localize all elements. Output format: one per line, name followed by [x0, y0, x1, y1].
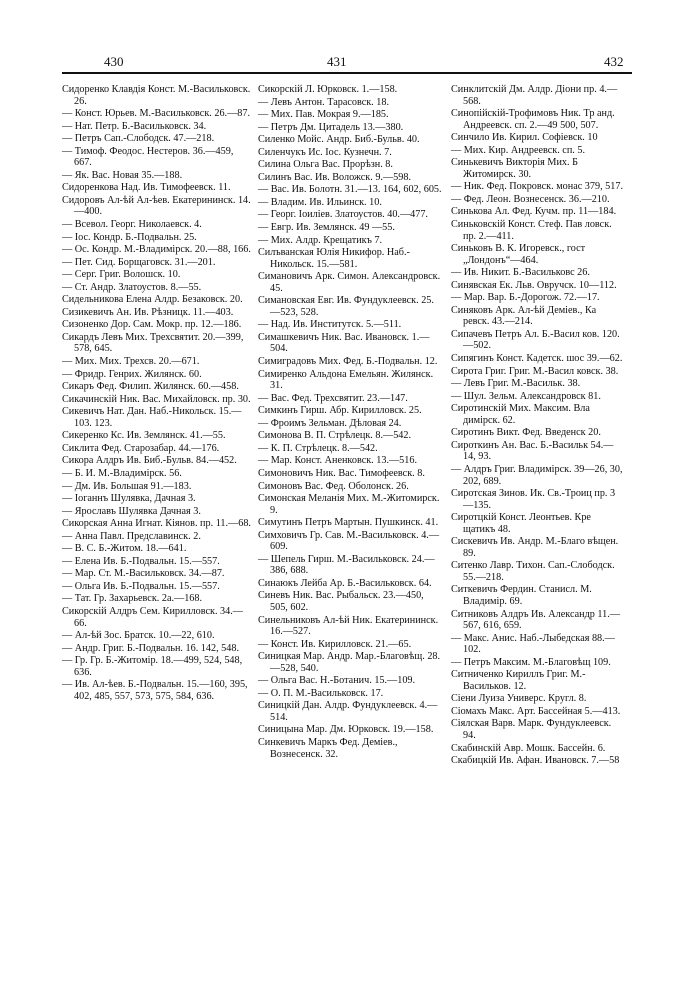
directory-entry: Синицкая Мар. Андр. Мар.-Благовѣщ. 28.—528, 540.: [258, 651, 441, 674]
directory-entry: Сизикевичъ Ан. Ив. Рѣзницк. 11.—403.: [62, 306, 234, 318]
directory-entry: — Вас. Ив. Болотн. 31.—13. 164, 602, 605.: [258, 184, 442, 196]
directory-entry: — Серг. Григ. Волошск. 10.: [62, 269, 181, 281]
directory-entry: — Іоганнъ Шулявка, Дачная 3.: [62, 493, 196, 505]
directory-entry: — Тимоф. Феодос. Нестеров. 36.—459, 667.: [62, 145, 234, 169]
directory-entry: Симонова В. П. Стрѣлецк. 8.—542.: [258, 430, 412, 442]
directory-entry: Синопійскій-Трофимовъ Ник. Тр анд. Андреевск. сп. 2.—49 500, 507.: [451, 108, 615, 131]
directory-entry: — Фед. Леон. Вознесенск. 36.—210.: [451, 193, 610, 205]
directory-entry: — Ник. Фед. Покровск. монас 379, 517.: [451, 181, 623, 193]
directory-entry: Синицкій Дан. Алдр. Фундуклеевск. 4.—514.: [258, 700, 438, 723]
directory-entry: Сиклита Фед. Старозабар. 44.—176.: [62, 442, 220, 454]
directory-column-1: [62, 84, 251, 703]
directory-entry: Сикорскій Алдръ Сем. Кирилловск. 34.—66.: [62, 605, 243, 629]
directory-entry: — Ив. Ал-ѣев. Б.-Подвальн. 15.—160, 395, 402, 485, 557, 573, 575, 584, 636.: [62, 679, 248, 702]
directory-entry: Сикачинскій Ник. Вас. Михайловск. пр. 30.: [62, 393, 251, 405]
directory-entry: Сирота Григ. Григ. М.-Васил ковск. 38.: [451, 365, 619, 377]
directory-entry: Симкинъ Гирш. Абр. Кирилловск. 25.: [258, 405, 422, 417]
directory-entry: Симонская Меланія Мих. М.-Житомирск. 9.: [258, 493, 440, 516]
directory-entry: Симховичъ Гр. Сав. М.-Васильковск. 4.—609.: [258, 529, 440, 553]
directory-column-3: [451, 84, 623, 768]
directory-entry: — Як. Вас. Новая 35.—188.: [62, 169, 183, 181]
directory-entry: Ситкевичъ Фердин. Станисл. М. Владимір. 69.: [451, 584, 592, 607]
directory-entry: — Мих. Мих. Трехсв. 20.—671.: [62, 356, 200, 368]
directory-entry: Силъванская Юлія Никифор. Наб.-Никольск. 15.—581.: [258, 247, 410, 270]
directory-entry: — Владим. Ив. Ильинск. 10.: [258, 196, 382, 208]
directory-entry: Сиротцкій Конст. Леонтьев. Кре щатикъ 48.: [451, 512, 591, 535]
directory-entry: Скабицкій Ив. Афан. Ивановск. 7.—58: [451, 755, 620, 767]
directory-entry: — Георг. Іоиліев. Златоустов. 40.—477.: [258, 209, 428, 221]
directory-entry: Сикорскій Л. Юрковск. 1.—158.: [258, 84, 398, 95]
directory-entry: — Шул. Зельм. Александровск 81.: [451, 390, 601, 402]
directory-entry: — Левъ Григ. М.-Васильк. 38.: [451, 378, 581, 390]
directory-entry: — Ст. Андр. Златоустов. 8.—55.: [62, 281, 202, 293]
directory-entry: Сиротинскій Мих. Максим. Вла димірск. 62.: [451, 403, 590, 426]
directory-entry: Силенчукъ Ис. Іос. Кузнечн. 7.: [258, 146, 392, 158]
directory-entry: — Левъ Антон. Тарасовск. 18.: [258, 96, 390, 108]
directory-entry: Силенко Мойс. Андр. Биб.-Бульв. 40.: [258, 134, 420, 146]
directory-entry: Синяковъ Арк. Ал-ѣй Деміев., Ка ревск. 43.—214.: [451, 304, 597, 328]
directory-entry: — Петръ Сап.-Слободск. 47.—218.: [62, 133, 215, 145]
directory-entry: — Ос. Кондр. М.-Владимірск. 20.—88, 166.: [62, 244, 251, 256]
directory-entry: Симоновъ Вас. Фед. Оболонск. 26.: [258, 480, 409, 492]
directory-entry: Сіени Луиза Универс. Кругл. 8.: [451, 693, 587, 705]
directory-entry: Синклитскій Дм. Алдр. Діони пр. 4.—568.: [451, 84, 618, 107]
directory-entry: — Всевол. Георг. Николаевск. 4.: [62, 219, 202, 231]
directory-entry: — Мих. Пав. Мокрая 9.—185.: [258, 109, 389, 121]
directory-entry: Симиградовъ Мих. Фед. Б.-Подвальн. 12.: [258, 356, 438, 368]
directory-entry: Сикардъ Левъ Мих. Трехсвятит. 20.—399, 578, 645.: [62, 331, 244, 355]
directory-entry: — Пет. Сид. Борщаговск. 31.—201.: [62, 256, 216, 268]
directory-entry: — Тат. Гр. Захарьевск. 2а.—168.: [62, 593, 203, 605]
directory-entry: Сидоренкова Над. Ив. Тимофеевск. 11.: [62, 182, 231, 194]
directory-entry: — Дм. Ив. Большая 91.—183.: [62, 480, 192, 492]
page-number-left: 430: [104, 54, 124, 69]
directory-entry: — Конст. Ив. Кирилловск. 21.—65.: [258, 638, 412, 650]
directory-entry: Сидоренко Клавдія Конст. М.-Васильковск. 26.: [62, 84, 251, 107]
directory-entry: — Мих. Алдр. Крещатикъ 7.: [258, 234, 383, 246]
directory-entry: — Ярославъ Шулявка Дачная 3.: [62, 505, 201, 517]
directory-entry: — Ив. Никит. Б.-Васильковс 26.: [451, 267, 590, 279]
directory-entry: — Евгр. Ив. Землянск. 49 —55.: [258, 222, 395, 234]
directory-entry: — Макс. Анис. Наб.-Лыбедская 88.—102.: [451, 632, 615, 656]
directory-entry: Ситниковъ Алдръ Ив. Александр 11.—567, 616, 659.: [451, 608, 620, 632]
directory-entry: Сиротинъ Викт. Фед. Введенск 20.: [451, 427, 601, 439]
directory-entry: Синьковъ В. К. Игоревск., гост „Лондонъ“—464.: [451, 243, 586, 266]
directory-entry: Сіомахъ Макс. Арт. Бассейная 5.—413.: [451, 705, 621, 717]
directory-entry: Силина Ольга Вас. Прорѣзн. 8.: [258, 159, 393, 171]
directory-entry: Сискевичъ Ив. Андр. М.-Благо вѣщен. 89.: [451, 536, 619, 559]
directory-entry: — Фридр. Генрих. Жилянск. 60.: [62, 368, 202, 380]
directory-entry: Синицына Мар. Дм. Юрковск. 19.—158.: [258, 724, 434, 736]
directory-entry: Синельниковъ Ал-ѣй Ник. Екатерининск. 16.—527.: [258, 614, 439, 638]
directory-entry: Сиротская Зинов. Ик. Св.-Троиц пр. 3 —135.: [451, 488, 616, 511]
directory-entry: Сидоровъ Ал-ѣй Ал-ѣев. Екатерининск. 14.—400.: [62, 194, 251, 218]
page-number-right: 432: [604, 54, 624, 69]
directory-entry: — Фроимъ Зельман. Дѣловая 24.: [258, 417, 402, 429]
directory-entry: — Іос. Кондр. Б.-Подвальн. 25.: [62, 231, 197, 243]
directory-entry: — Б. И. М.-Владимірск. 56.: [62, 467, 182, 479]
directory-entry: Сидельникова Елена Алдр. Безаковск. 20.: [62, 294, 243, 306]
header-rule: [62, 72, 632, 74]
directory-entry: — Анна Павл. Предславинск. 2.: [62, 530, 201, 542]
directory-entry: Сикора Алдръ Ив. Биб.-Бульв. 84.—452.: [62, 455, 237, 467]
directory-entry: — Мар. Вар. Б.-Дорогож. 72.—17.: [451, 292, 600, 304]
directory-entry: — Шепель Гирш. М.-Васильковск. 24.—386, 688.: [258, 553, 435, 577]
directory-entry: — Петръ Максим. М.-Благовѣщ 109.: [451, 656, 611, 668]
directory-entry: — О. П. М.-Васильковск. 17.: [258, 687, 384, 699]
directory-entry: Сикаръ Фед. Филип. Жилянск. 60.—458.: [62, 381, 239, 393]
directory-entry: — Мар. Ст. М.-Васильковск. 34.—87.: [62, 568, 225, 580]
directory-entry: — Гр. Гр. Б.-Житомір. 18.—499, 524, 548, 636.: [62, 655, 243, 678]
directory-entry: Сикевичъ Нат. Дан. Наб.-Никольск. 15.—103. 123.: [62, 406, 242, 429]
directory-entry: Симутинъ Петръ Мартын. Пушкинск. 41.: [258, 517, 439, 529]
directory-entry: Сизоненко Дор. Сам. Мокр. пр. 12.—186.: [62, 319, 242, 331]
directory-entry: Синаюкъ Лейба Ар. Б.-Васильковск. 64.: [258, 577, 432, 589]
directory-entry: Силинъ Вас. Ив. Воложск. 9.—598.: [258, 171, 411, 183]
directory-entry: Сіялская Варв. Марк. Фундуклеевск. 94.: [451, 718, 612, 741]
directory-entry: Скабинскій Авр. Мошк. Бассейн. 6.: [451, 742, 606, 754]
directory-entry: — Андр. Григ. Б.-Подвальн. 16. 142, 548.: [62, 642, 240, 654]
page-number-center: 431: [327, 54, 347, 69]
directory-entry: Синкевичъ Маркъ Фед. Деміев., Вознесенск. 32.: [258, 736, 398, 760]
directory-entry: Сипачевъ Петръ Ал. Б.-Васил ков. 120.—502.: [451, 328, 620, 352]
directory-entry: — Мих. Кир. Андреевск. сп. 5.: [451, 144, 586, 156]
directory-entry: — Петръ Дм. Цитадель 13.—380.: [258, 121, 404, 133]
directory-entry: Сикорская Анна Игнат. Кіянов. пр. 11.—68.: [62, 518, 251, 530]
directory-entry: Синевъ Ник. Вас. Рыбальск. 23.—450, 505, 602.: [258, 590, 424, 613]
directory-entry: — Елена Ив. Б.-Подвальн. 15.—557.: [62, 555, 220, 567]
directory-entry: — Ольга Вас. Н.-Ботанич. 15.—109.: [258, 675, 416, 687]
directory-entry: — Алдръ Григ. Владимірск. 39—26, 30, 202, 689.: [451, 463, 623, 487]
directory-entry: — Вас. Фед. Трехсвятит. 23.—147.: [258, 392, 408, 404]
directory-entry: Сипягинъ Конст. Кадетск. шос 39.—62.: [451, 353, 623, 365]
directory-entry: Симановская Евг. Ив. Фундуклеевск. 25.—523, 528.: [258, 295, 434, 318]
directory-entry: Симоновичъ Ник. Вас. Тимофеевск. 8.: [258, 467, 425, 479]
directory-entry: Симиренко Альдона Емельян. Жилянск. 31.: [258, 368, 434, 392]
directory-entry: Сикеренко Кс. Ив. Землянск. 41.—55.: [62, 430, 226, 442]
directory-entry: Синькевичъ Викторія Мих. Б Житомирск. 30.: [451, 157, 578, 180]
directory-entry: Синьковскій Конст. Стеф. Пав ловск. пр. 2.—411.: [451, 219, 612, 242]
directory-entry: Синчило Ив. Кирил. Софіевск. 10: [451, 132, 598, 144]
directory-entry: — Над. Ив. Институтск. 5.—511.: [258, 319, 402, 331]
directory-entry: — Ольга Ив. Б.-Подвальн. 15.—557.: [62, 580, 220, 592]
directory-entry: — В. С. Б.-Житом. 18.—641.: [62, 543, 187, 555]
directory-entry: — Нат. Петр. Б.-Васильковск. 34.: [62, 120, 207, 132]
directory-entry: Симановичъ Арк. Симон. Александровск. 45.: [258, 271, 441, 294]
directory-entry: — Конст. Юрьев. М.-Васильковск. 26.—87.: [62, 108, 251, 120]
directory-column-2: [258, 84, 444, 761]
directory-entry: Ситниченко Кириллъ Григ. М.-Васильков. 12.: [451, 669, 586, 692]
directory-entry: Сироткинъ Ан. Вас. Б.-Васильк 54.—14, 93.: [451, 439, 614, 463]
directory-entry: — Ал-ѣй Зос. Братск. 10.—22, 610.: [62, 630, 215, 642]
directory-entry: Синявская Ек. Льв. Овручск. 10—112.: [451, 279, 617, 291]
directory-entry: — Мар. Конст. Аненковск. 13.—516.: [258, 455, 418, 467]
directory-entry: Ситенко Лавр. Тихон. Сап.-Слободск. 55.—218.: [451, 560, 615, 583]
directory-entry: — К. П. Стрѣлецк. 8.—542.: [258, 442, 378, 454]
directory-entry: Синькова Ал. Фед. Кучм. пр. 11—184.: [451, 206, 617, 218]
directory-entry: Симашкевичъ Ник. Вас. Ивановск. 1.—504.: [258, 331, 430, 355]
